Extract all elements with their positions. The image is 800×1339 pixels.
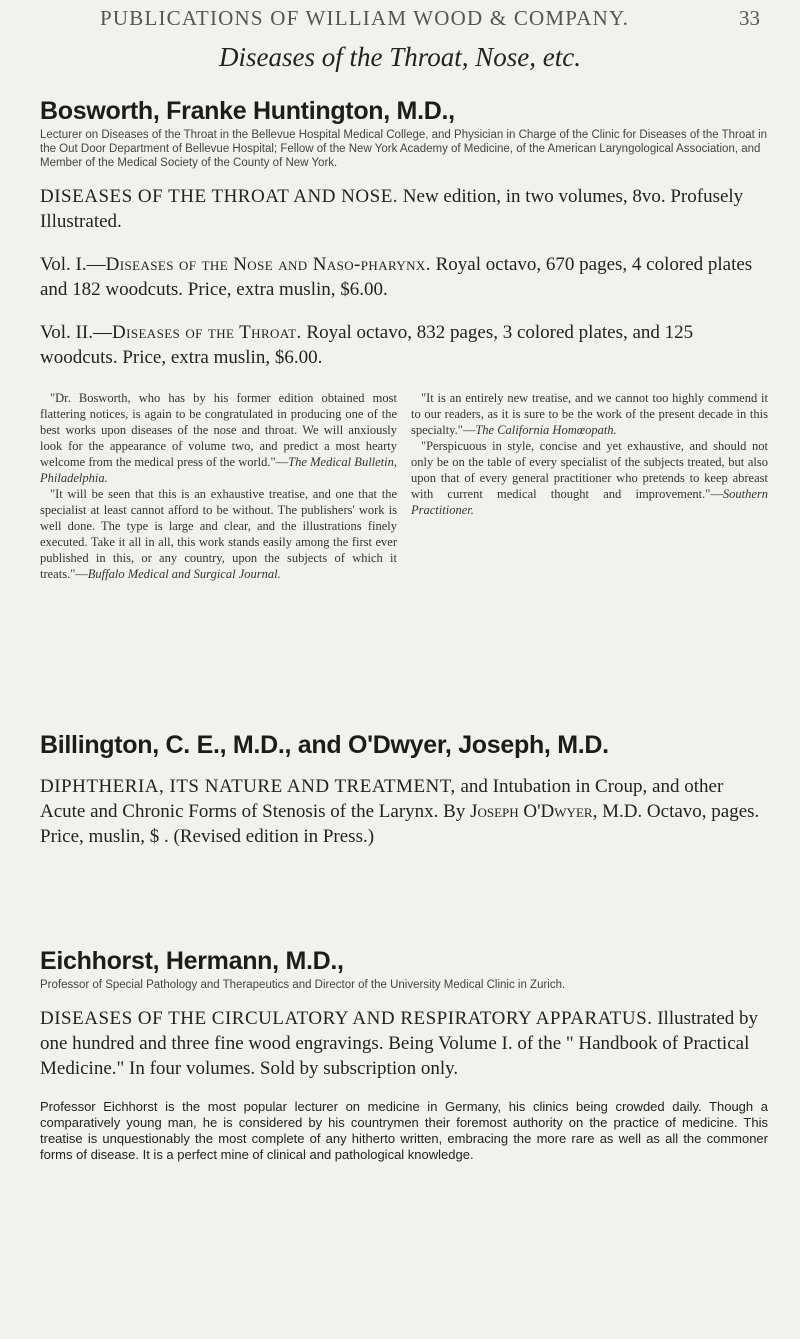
book-title-caps: DISEASES OF THE THROAT AND NOSE. <box>40 186 399 207</box>
author-credentials: Professor of Special Pathology and Therapeutics and Director of the University Medical Clinic in Zurich. <box>40 979 566 991</box>
reviews <box>40 390 768 582</box>
volume-two-details: Royal octavo, 832 pages, 3 colored plates, and 125 woodcuts. Price, extra muslin, $6.00. <box>40 322 694 368</box>
book-title <box>40 774 768 849</box>
review-source: The Medical Bulletin, Philadelphia. <box>40 455 398 485</box>
review <box>411 390 768 438</box>
review-source: Southern Practitioner. <box>411 487 768 517</box>
book-title-details: and Intubation in Croup, and other Acute and Chronic Forms of Stenosis of the Larynx. By <box>40 776 724 822</box>
entry-eichhorst <box>40 946 768 1163</box>
entry-bosworth <box>40 96 768 582</box>
page-number: 33 <box>739 6 760 30</box>
volume-two-label: Vol. II.— <box>40 322 112 343</box>
book-coauthor: Joseph O'Dwyer <box>470 801 593 822</box>
review <box>40 486 397 582</box>
book-title-tail: , M.D. Octavo, pages. Price, muslin, $ . (Revised edition in Press.) <box>40 801 760 847</box>
author-name: Eichhorst, Hermann, M.D., <box>40 947 344 975</box>
author-credentials: Lecturer on Diseases of the Throat in the Bellevue Hospital Medical College, and Physician in Charge of the Clinic for Diseases of the Throat in the Out Door Department of Bellevue Hospital; Fellow of the New York Academy of Medicine, of the American Laryngological Association, and Member of the Medical Society of the County of New York. <box>40 129 768 169</box>
volume-one-title: Diseases of the Nose and Naso-pharynx. <box>105 254 431 275</box>
volume-one <box>40 252 768 302</box>
book-title <box>40 184 768 234</box>
review-source: The California Homœopath. <box>475 423 617 437</box>
volume-two <box>40 320 768 370</box>
book-title-details: New edition, in two volumes, 8vo. Profusely Illustrated. <box>40 186 744 232</box>
section-title: Diseases of the Throat, Nose, etc. <box>219 42 581 72</box>
volume-one-label: Vol. I.— <box>40 254 106 275</box>
review-text: "Perspicuous in style, concise and yet exhaustive, and should not only be on the table of every specialist of the subjects treated, but also upon that of every general practitioner who pretends to keep abreast with current medical thought and improvement."— <box>411 439 768 501</box>
reviews-right-column <box>411 390 768 582</box>
book-title-caps: DISEASES OF THE CIRCULATORY AND RESPIRATORY APPARATUS. <box>40 1008 653 1029</box>
book-title-details: Illustrated by one hundred and three fine wood engravings. Being Volume I. of the " Handbook of Practical Medicine." In four volumes. Sold by subscription only. <box>40 1008 758 1079</box>
author-name: Billington, C. E., M.D., and O'Dwyer, Joseph, M.D. <box>40 731 609 759</box>
volume-one-details: Royal octavo, 670 pages, 4 colored plates and 182 woodcuts. Price, extra muslin, $6.00. <box>40 254 753 300</box>
book-title-caps: DIPHTHERIA, ITS NATURE AND TREATMENT, <box>40 776 456 797</box>
reviews-left-column <box>40 390 397 582</box>
running-head-title: PUBLICATIONS OF WILLIAM WOOD & COMPANY. <box>100 6 630 30</box>
review-text: "It will be seen that this is an exhaustive treatise, and one that the specialist at least cannot afford to be without. The publishers' work is well done. The type is large and clear, and the illustrations finely executed. Take it all in all, this work stands easily among the first ever published in this, or any country, upon the subjects of which it treats."— <box>40 487 397 581</box>
book-title <box>40 1006 768 1081</box>
review-source: Buffalo Medical and Surgical Journal. <box>87 567 281 581</box>
review-text: "It is an entirely new treatise, and we cannot too highly commend it to our readers, as it is sure to be the work of the present decade in this specialty."— <box>411 391 768 437</box>
running-head <box>0 2 800 32</box>
review <box>40 390 397 486</box>
volume-two-title: Diseases of the Throat. <box>111 322 302 343</box>
book-description: Professor Eichhorst is the most popular lecturer on medicine in Germany, his clinics being crowded daily. Though a comparatively young man, he is considered by his countrymen their foremost authority on the practice of medicine. This treatise is unquestionably the most complete of any hitherto written, embracing the more rare as well as all the commoner forms of disease. It is a perfect mine of clinical and pathological knowledge. <box>40 1099 768 1162</box>
review-text: "Dr. Bosworth, who has by his former edition obtained most flattering notices, is again to be congratulated in producing one of the best works upon diseases of the nose and throat. We will anxiously look for the appearance of volume two, and predict a most hearty welcome from the medical press of the world."— <box>40 391 397 469</box>
review <box>411 438 768 518</box>
author-name: Bosworth, Franke Huntington, M.D., <box>40 97 455 125</box>
entry-billington <box>40 730 768 849</box>
